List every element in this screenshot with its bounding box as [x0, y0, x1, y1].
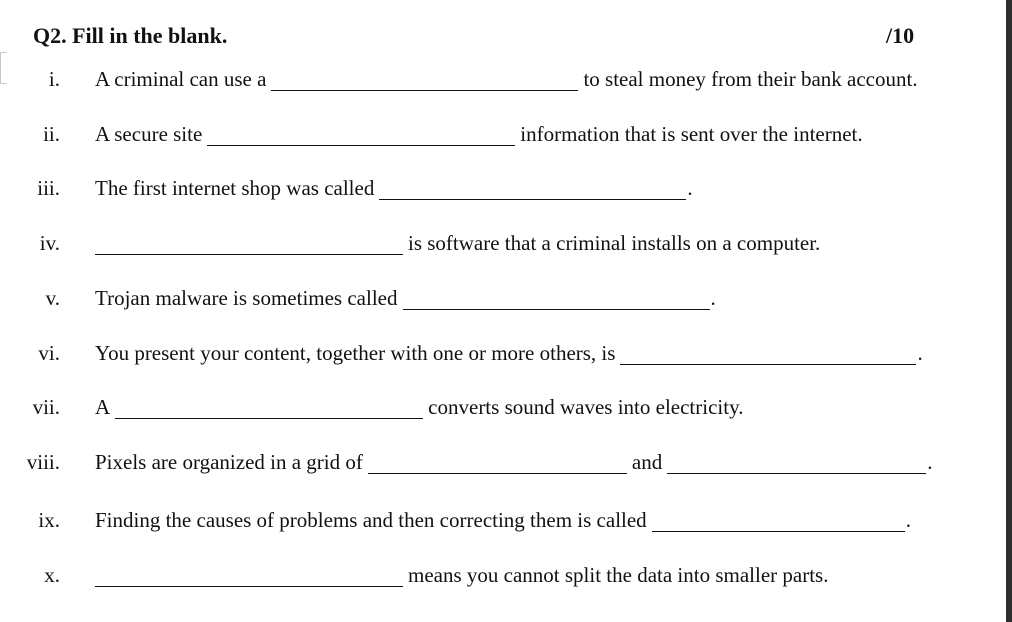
question-number: iv. — [39, 231, 60, 255]
question-number: ii. — [43, 122, 60, 146]
answer-blank[interactable] — [207, 121, 515, 146]
question-number: iii. — [37, 176, 60, 200]
question-text-after: to steal money from their bank account. — [583, 67, 918, 91]
question-4 — [0, 230, 1006, 260]
answer-blank[interactable] — [652, 507, 905, 532]
question-number: viii. — [26, 450, 60, 474]
score-total: /10 — [886, 23, 915, 48]
question-8 — [0, 449, 1006, 479]
question-text-after: . — [927, 450, 933, 474]
question-7 — [0, 394, 1006, 424]
question-number: x. — [44, 563, 60, 587]
question-text-before: You present your content, together with one or more others, is — [95, 341, 616, 365]
question-text-after: . — [917, 341, 923, 365]
question-1 — [0, 66, 1006, 96]
question-9 — [0, 507, 1006, 537]
question-text-before: Trojan malware is sometimes called — [95, 286, 398, 310]
question-number: vi. — [38, 341, 60, 365]
question-10 — [0, 562, 1006, 592]
answer-blank[interactable] — [115, 394, 423, 419]
question-text-before: A secure site — [95, 122, 203, 146]
question-text-after: . — [710, 286, 716, 310]
question-text-before: A — [95, 395, 111, 419]
answer-blank[interactable] — [379, 175, 686, 200]
answer-blank-1[interactable] — [368, 449, 627, 474]
answer-blank[interactable] — [620, 340, 916, 365]
question-text-after: means you cannot split the data into smaller parts. — [408, 563, 829, 587]
question-text-before: A criminal can use a — [95, 67, 267, 91]
question-text-before: The first internet shop was called — [95, 176, 375, 200]
question-text-before: Pixels are organized in a grid of — [95, 450, 363, 474]
question-5 — [0, 285, 1006, 315]
question-text-after: is software that a criminal installs on a computer. — [408, 231, 821, 255]
question-number: vii. — [32, 395, 60, 419]
question-6 — [0, 340, 1006, 370]
question-text-middle: and — [631, 450, 663, 474]
answer-blank[interactable] — [403, 285, 710, 310]
question-number: ix. — [38, 508, 60, 532]
question-2 — [0, 121, 1006, 151]
answer-blank[interactable] — [271, 66, 578, 91]
answer-blank[interactable] — [95, 230, 403, 255]
question-text-after: converts sound waves into electricity. — [428, 395, 744, 419]
question-number: v. — [45, 286, 60, 310]
answer-blank-2[interactable] — [667, 449, 926, 474]
question-text-after: . — [687, 176, 693, 200]
question-text-after: information that is sent over the internet. — [520, 122, 863, 146]
question-text-before: Finding the causes of problems and then correcting them is called — [95, 508, 647, 532]
question-heading: Q2. Fill in the blank. — [33, 23, 228, 48]
question-3 — [0, 175, 1006, 205]
question-number: i. — [48, 67, 60, 91]
answer-blank[interactable] — [95, 562, 403, 587]
question-text-after: . — [905, 508, 911, 532]
